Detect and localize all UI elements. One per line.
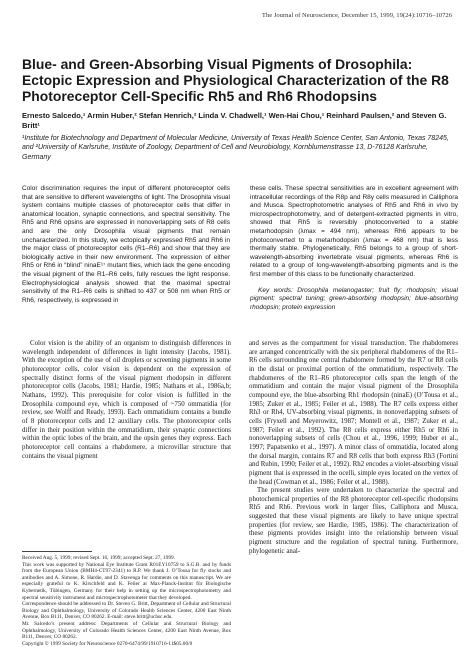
affiliations: ¹Institute for Biotechnology and Department of Molecular Medicine, University of Texas Health Science Center, San Antonio, Texas 78245, and ²University of Karlsruhe, Institute of Zoology, Department of Cell and Neurobiology, Kornblumenstrasse 13, D-76128 Karlsruhe, Germany <box>22 135 449 161</box>
body-paragraph: Color vision is the ability of an organism to distinguish differences in wavelength independent of differences in light intensity (Jacobs, 1981). With the exception of the use of oil droplets or screening pigments in some photoreceptor cells, color vision is dependent on the expression of spectrally distinct forms of the visual pigment rhodopsin in different photoreceptor cells (Jacobs, 1981; Hardie, 1985; Nathans et al., 1986a,b; Nathans, 1992). This prerequisite for color vision is fulfilled in the Drosophila compound eye, which is composed of ~750 ommatidia (for review, see Wolff and Ready, 1993). Each ommatidium contains a bundle of 8 photoreceptor cells and 12 auxiliary cells. The photoreceptor cells differ in their position within the ommatidium, their synaptic connections within the optic lobes of the brain, and the opsin genes they express. Each photoreceptor cell contains a rhabdomere, a microvillar structure that contains the visual pigment <box>22 340 231 460</box>
footnote-correspondence: Correspondence should be addressed to Dr. Steven G. Britt, Department of Cellular and Structural Biology and Ophthalmology, University of Colorado Health Sciences Center, 4200 East Ninth Avenue, Box B111, Denver, CO 80262. E-mail: steve.britt@uchsc.edu. <box>22 601 231 621</box>
footnote-received: Received Aug. 5, 1999; revised Sept. 16, 1999; accepted Sept. 27, 1999. <box>22 555 175 561</box>
article-title: Blue- and Green-Absorbing Visual Pigments of Drosophila: Ectopic Expression and Physiological Characterization of the R8 Photoreceptor Cell-Specific Rh5 and Rh6 Rhodopsins <box>22 56 449 104</box>
footnotes <box>22 555 231 647</box>
abstract-right-text: these cells. These spectral sensitivities are in excellent agreement with intracellular recordings of the R8p and R8y cells measured in Calliphora and Musca. Spectrophotometric analyses of Rh5 and Rh6 in vivo by microspectrophotometry, and of detergent-extracted pigments in vitro, showed that Rh5 is reversibly photoconverted to a stable metarhodopsin (λmax = 494 nm), whereas Rh6 appears to be photoconverted to a metarhodopsin (λmax = 468 nm) that is less thermally stable. Phylogenetically, Rh5 belongs to a group of short-wavelength-absorbing invertebrate visual pigments, whereas Rh6 is related to a group of long-wavelength-absorbing pigments and is the first member of this class to be functionally characterized. <box>250 185 458 278</box>
body-left-column <box>22 340 231 461</box>
keywords-label: Key words: <box>258 286 293 294</box>
footnote-address: Mr. Salcedo’s present address: Departments of Cellular and Structural Biology and Ophthalmology, University of Colorado Health Sciences Center, 4200 East Ninth Avenue, Box B111, Denver, CO 80262. <box>22 620 231 641</box>
author-list: Ernesto Salcedo,¹ Armin Huber,² Stefan Henrich,² Linda V. Chadwell,¹ Wen-Hai Chou,¹ Reinhard Paulsen,² and Steven G. Britt¹ <box>22 111 447 130</box>
abstract-left-column: Color discrimination requires the input of different photoreceptor cells that are sensitive to different wavelengths of light. The Drosophila visual system contains multiple classes of photoreceptor cells that differ in anatomical location, synaptic connections, and spectral sensitivity. The Rh5 and Rh6 opsins are expressed in nonoverlapping sets of R8 cells and are the only Drosophila visual pigments that remain uncharacterized. In this study, we ectopically expressed Rh5 and Rh6 in the major class of photoreceptor cells (R1–R6) and show that they are biologically active in their new environment. The expression of either Rh5 or Rh6 in “blind” ninaE¹⁷ mutant flies, which lack the gene encoding the visual pigment of the R1–R6 cells, fully rescues the light response. Electrophysiological analysis showed that the maximal spectral sensitivity of the R1–R6 cells is shifted to 437 or 508 nm when Rh5 or Rh6, respectively, is expressed in <box>22 185 230 304</box>
keywords <box>250 287 458 313</box>
body-paragraph: The present studies were undertaken to characterize the spectral and photochemical properties of the R8 photoreceptor cell-specific rhodopsins Rh5 and Rh6. Previous work in larger flies, Calliphora and Musca, suggested that these visual pigments are likely to have unique spectral properties (for review, see Hardie, 1985, 1986). The characterization of these pigments provides insight into the relationship between visual pigment structure and the regulation of spectral tuning. Furthermore, phylogenetic anal- <box>249 487 458 555</box>
body-paragraph: and serves as the compartment for visual transduction. The rhabdomeres are arranged concentrically with the six peripheral rhabdomeres of the R1–R6 cells surrounding one central rhabdomere formed by the R7 or R8 cells in the distal or proximal portion of the ommatidium, respectively. The rhabdomeres of the R1–R6 photoreceptor cells span the length of the ommatidium and contain the major visual pigment of the Drosophila compound eye, the blue-absorbing Rh1 rhodopsin (ninaE) (O’Tousa et al., 1985; Zuker et al., 1985; Feiler et al., 1988). The R7 cells express either Rh3 or Rh4, UV-absorbing visual pigments, in nonoverlapping subsets of cells (Fryxell and Meyerowitz, 1987; Montell et al., 1987; Zuker et al., 1987; Feiler et al., 1992). The R8 cells express either Rh5 or Rh6 in nonoverlapping subsets of cells (Chou et al., 1996, 1999; Huber et al., 1997; Papatsenko et al., 1997). A minor class of ommatidia, located along the dorsal margin, contains R7 and R8 cells that both express Rh3 (Fortini and Rubin, 1990; Feiler et al., 1992). Rh2 encodes a violet-absorbing visual pigment that is expressed in the ocelli, simple eyes located on the vertex of the head (Cowman et al., 1986; Feiler et al., 1988). <box>249 340 458 486</box>
keywords-text: Drosophila melanogaster; fruit fly; rhodopsin; visual pigment; spectral tuning; green-absorbing rhodopsin; blue-absorbing rhodopsin; protein expression <box>250 286 458 311</box>
abstract-right-column <box>250 185 458 312</box>
running-head: The Journal of Neuroscience, December 15, 1999, 19(24):10716–10726 <box>261 12 452 19</box>
footnote-copyright: Copyright © 1999 Society for Neuroscience 0270-6474/99/1910716-11$05.00/0 <box>22 640 193 647</box>
body-right-column <box>249 340 458 556</box>
footnote-rule <box>22 551 92 552</box>
abstract <box>22 185 458 327</box>
footnote-funding: This work was supported by National Eye Institute Grant R01EY10759 to S.G.B. and by funds from the European Union (BMH4-CT97-2341) to R.P. We thank J. O’Tousa for fly stocks and antibodies and A. Simone, R. Hardie, and D. Stavenga for comments on this manuscript. We are especially grateful to K. Kirschfeld and K. Feiler at Max-Planck-Institut für Biologische Kybernetik, Tübingen, Germany for their help in setting up the microspectrophotometry and spectral sensitivity instrument and microspectrophotometer that they developed. <box>22 561 231 601</box>
